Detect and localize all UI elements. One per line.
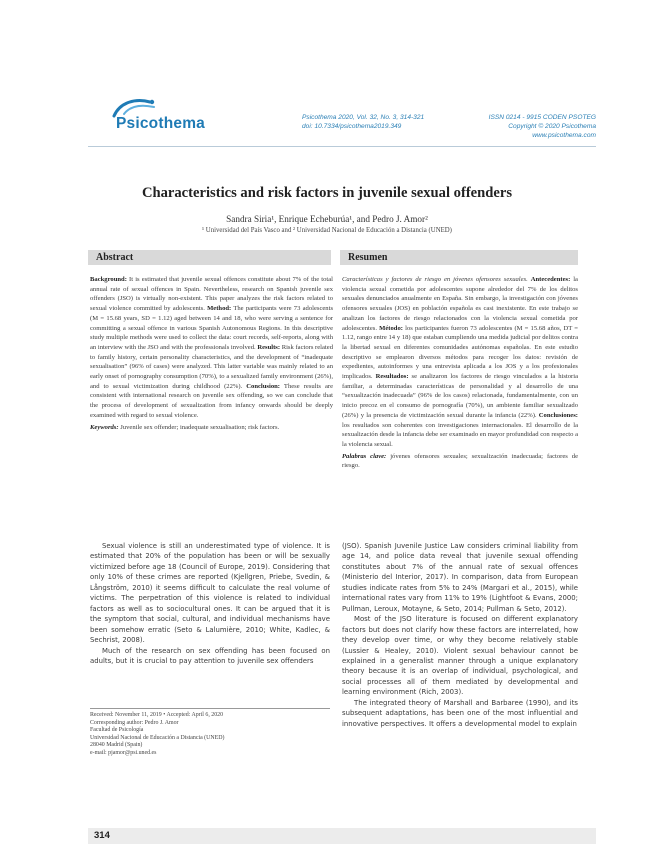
resumen-antecedentes: la violencia sexual cometida por adolescentes supone alrededor del 7% de los delitos sexuales denunciados anualmente en España. Sin embargo, la investigación con jóvenes ofensores sexuales (JOS) en población española es casi inexistente. En este trabajo se analizan los factores de riesgo relacionados con la violencia sexual cometida por adolescentes.: [342, 276, 578, 332]
abstract-method: The participants were 73 adolescents (M = 15.68 years, SD = 1.12) aged between 14 and 18, who were serving a sentence for committing a sexual offence in various Spanish Autonomous Regions. In this descriptive study multiple methods were used to collect the data: court records, self-reports, along with an interview with the JSO and with the professionals involved.: [90, 305, 334, 351]
abstract-background: It is estimated that juvenile sexual offences constitute about 7% of the total annual rate of sexual offences in Spain. Nevertheless, research on Spanish juvenile sex offenders (JSO) is virtually non-existent. This paper analyzes the risk factors related to sexual violence committed by adolescents.: [90, 276, 333, 313]
email[interactable]: e-mail: pjamor@psi.uned.es: [90, 749, 157, 756]
abstract-heading: Abstract: [96, 252, 134, 263]
footnote-divider: [90, 708, 330, 709]
label-conclusiones: Conclusiones:: [538, 411, 578, 419]
resumen-keywords: [342, 452, 578, 471]
body-paragraph: The integrated theory of Marshall and Barbaree (1990), and its subsequent adaptations, has been one of the most influential and innovative perspectives. It offers a developmental model to explain: [342, 698, 578, 728]
footnote: [90, 712, 330, 758]
label-palabras: Palabras clave:: [342, 452, 387, 460]
citation-line: Psicothema 2020, Vol. 32, No. 3, 314-321: [302, 114, 425, 121]
label-method: Method:: [207, 305, 232, 313]
label-antecedentes: Antecedentes:: [530, 276, 571, 283]
article-affiliations: ¹ Universidad del País Vasco and ² Universidad Nacional de Educación a Distancia (UNED): [202, 227, 452, 234]
body-paragraph: Sexual violence is still an underestimated type of violence. It is estimated that 20% of the population has been or will be sexually victimized before age 18 (Council of Europe, 2019). Considering that only 10% of these crimes are reported (Kjellgren, Priebe, Svedin, & Långström, 2010) it seems difficult to calculate the real volume of victims. The perpetration of this violence is related to individual factors as well as to sociocultural ones. It can be argued that it is the symptom that social, cultural, and individual mechanisms have been somehow erratic (Seto & Lalumière, 2010; White, Kadlec, & Sechrist, 2008).: [90, 542, 330, 645]
doi-line: doi: 10.7334/psicothema2019.349: [302, 122, 402, 130]
copyright-line: Copyright © 2020 Psicothema: [508, 122, 596, 130]
body-paragraph: Much of the research on sex offending has been focused on adults, but it is crucial to pay attention to juvenile sex offenders: [90, 646, 330, 665]
label-results: Results:: [257, 343, 281, 351]
logo-text: Psicothema: [116, 115, 206, 132]
page-number: 314: [94, 830, 110, 841]
body-column-right: [342, 541, 578, 841]
label-conclusion: Conclusion:: [246, 382, 280, 390]
keywords-text: Juvenile sex offender; inadequate sexualisation; risk factors.: [120, 423, 280, 431]
resumen-metodo: los participantes fueron 73 adolescentes (M = 15.68 años, DT = 1.12, rango entre 14 y 18) que estaban cumpliendo una medida judicial por delitos contra la libertad sexual en diferentes comunidades autónomas españolas. En este estudio descriptivo se emplearon diversos métodos para recoger los datos: revisión de expedientes, autoinformes y una entrevista aplicada a los JOS y a los profesionales implicados.: [342, 324, 578, 381]
body-column-left: [90, 541, 330, 701]
received-date: Received: November 11, 2019 • Accepted: April 6, 2020: [90, 712, 224, 718]
page-footer-bar: [88, 828, 596, 844]
abstract-heading-bar: [88, 250, 331, 265]
abstract-results: Risk factors related to family history, certain personality characteristics, and the development of “inadequate sexualisation” (96% of cases) were analyzed. This latter variable was mainly related to an early onset of pornography consumption (70%), to a sexualized family environment (26%), and to sexual victimization during childhood (22%).: [90, 343, 333, 390]
issn-line: ISSN 0214 - 9915 CODEN PSOTEG: [488, 114, 596, 121]
article-authors: Sandra Siria¹, Enrique Echeburúa¹, and Pedro J. Amor²: [226, 214, 428, 224]
body-paragraph: (JSO). Spanish Juvenile Justice Law considers criminal liability from age 14, and police data reveal that juvenile sexual offending constitutes about 7% of the annual rate of sexual offences (Ministerio del Interior, 2017). In comparison, data from European studies indicate rates from 5% to 24% (Margari et al., 2015), while international rates vary from 11% to 19% (Lightfoot & Evans, 2000; Pullman, Leroux, Motayne, & Seto, 2014; Pullman & Seto, 2012).: [342, 542, 578, 613]
resumen-conclusiones: los resultados son coherentes con investigaciones internacionales. El desarrollo de la sexualización desde la infancia debe ser examinado en mayor profundidad con respecto a la violencia sexual.: [342, 421, 578, 448]
palabras-text: jóvenes ofensores sexuales; sexualización inadecuada; factores de riesgo.: [342, 452, 578, 470]
journal-info: [476, 114, 596, 140]
corresponding-author: Corresponding author: Pedro J. Amor: [90, 719, 179, 726]
header-divider: [88, 146, 596, 147]
faculty: Facultad de Psicología: [90, 727, 144, 734]
article-title: Characteristics and risk factors in juvenile sexual offenders: [141, 185, 513, 201]
label-resultados: Resultados:: [375, 373, 409, 381]
resumen-title: Características y factores de riesgo en jóvenes ofensores sexuales.: [342, 276, 528, 283]
abstract-keywords: [90, 423, 333, 433]
citation-block: [302, 114, 442, 132]
label-metodo: Método:: [379, 324, 403, 332]
abstract-conclusion: These results are consistent with international research on juvenile sex offending, so we can conclude that the process of development of sexualization from infancy onwards should be deeply examined with regard to sexual violence.: [90, 382, 334, 419]
resumen-heading-bar: [340, 250, 578, 265]
label-background: Background:: [90, 276, 127, 283]
journal-logo: [88, 96, 248, 146]
label-keywords: Keywords:: [90, 423, 119, 431]
resumen-body: [342, 275, 578, 520]
university: Universidad Nacional de Educación a Distancia (UNED): [90, 734, 225, 741]
abstract-body: [90, 275, 333, 475]
resumen-resultados: se analizaron los factores de riesgo vinculados a la historia familiar, a determinadas características de personalidad y al desarrollo de una “sexualización inadecuada” (96% de los casos) relacionada, fundamentalmente, con un inicio precoz en el consumo de pornografía (70%), un ambiente familiar sexualizado (26%) y la presencia de victimización sexual durante la infancia (22%).: [342, 373, 579, 419]
body-paragraph: Most of the JSO literature is focused on different explanatory factors but does not clarify how these factors are interrelated, how they develop over time, or why they become relatively stable (Lussier & Healey, 2010). Violent sexual behaviour cannot be explained in a generalist manner through a unique explanatory theory because it is an overlap of individual, psychological, and social processes all of them mediated by developmental and learning environment (Rich, 2003).: [342, 615, 578, 697]
city: 28040 Madrid (Spain): [90, 742, 143, 749]
resumen-heading: Resumen: [348, 252, 388, 263]
website-link[interactable]: www.psicothema.com: [532, 131, 596, 139]
